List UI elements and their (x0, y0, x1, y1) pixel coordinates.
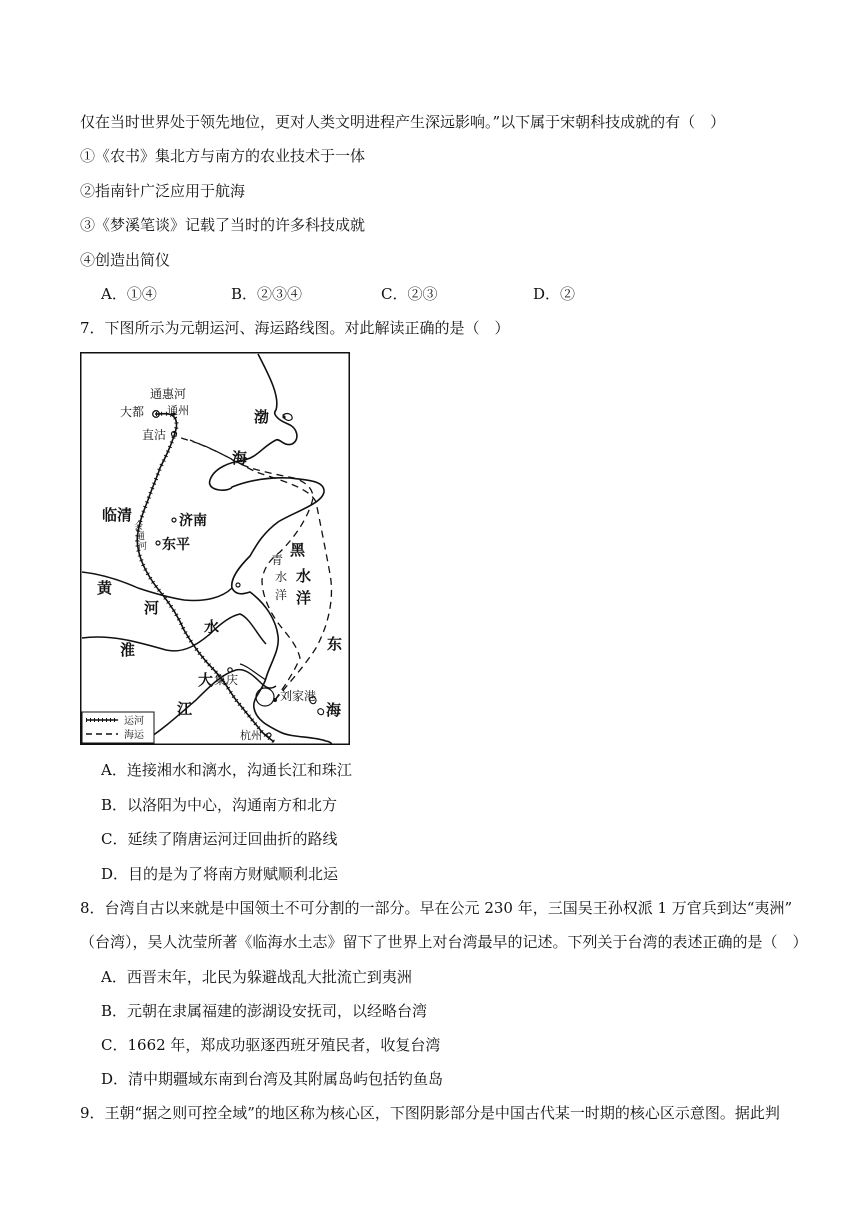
label-liujiagang: 刘家港 (280, 689, 317, 703)
label-jiang: 江 (177, 700, 193, 718)
q7-option-c[interactable]: C．延续了隋唐运河迂回曲折的路线 (101, 830, 338, 848)
q8-stem-line-2: （台湾），吴人沈莹所著《临海水土志》留下了世界上对台湾最早的记述。下列关于台湾的表述正确的是（ ） (80, 933, 808, 951)
label-hei-yang: 洋 (296, 589, 312, 607)
label-hangzhou: 杭州 (240, 729, 262, 742)
q6-item-1: ①《农书》集北方与南方的农业技术于一体 (80, 147, 366, 165)
yuan-canal-sea-route-map (80, 352, 350, 745)
label-jinan: 济南 (179, 513, 207, 529)
label-qing-shui: 水 (275, 570, 288, 584)
q8-option-a[interactable]: A．西晋末年，北民为躲避战乱大批流亡到夷洲 (101, 968, 412, 986)
label-jiqing: 集庆 (214, 673, 239, 687)
q7-option-d[interactable]: D．目的是为了将南方财赋顺利北运 (101, 865, 339, 883)
legend-canal-label: 运河 (124, 716, 144, 727)
label-hai-east: 海 (326, 701, 342, 719)
label-zhigu: 直沽 (142, 428, 167, 442)
q8-option-c[interactable]: C．1662 年，郑成功驱逐西班牙殖民者，收复台湾 (101, 1036, 441, 1054)
q7-option-b[interactable]: B．以洛阳为中心，沟通南方和北方 (101, 796, 338, 814)
q9-stem: 9．王朝“据之则可控全域”的地区称为核心区，下图阴影部分是中国古代某一时期的核心区示意图。据此判 (80, 1104, 780, 1122)
q8-option-d[interactable]: D．清中期疆域东南到台湾及其附属岛屿包括钓鱼岛 (101, 1070, 444, 1088)
label-qing: 青 (271, 553, 284, 567)
label-hai-bohai: 海 (232, 449, 248, 467)
label-he: 河 (144, 599, 160, 617)
q7-option-a[interactable]: A．连接湘水和漓水，沟通长江和珠江 (101, 761, 352, 779)
label-bo: 渤 (254, 408, 270, 426)
q6-option-b[interactable]: B．②③④ (231, 285, 303, 303)
label-dadu: 大都 (120, 405, 145, 419)
label-huang: 黄 (97, 579, 113, 597)
label-huitong-3: 河 (138, 542, 148, 552)
label-tongzhou: 通州 (167, 404, 189, 417)
label-tonghuihe: 通惠河 (150, 387, 187, 401)
label-huitong-2: 通 (136, 532, 146, 542)
liujiagang-marker (273, 698, 277, 702)
q8-option-b[interactable]: B．元朝在隶属福建的澎湖设安抚司，以经略台湾 (101, 1002, 428, 1020)
q8-stem-line-1: 8．台湾自古以来就是中国领土不可分割的一部分。早在公元 230 年，三国吴王孙权派 1 万官兵到达“夷洲” (80, 899, 793, 917)
label-dong: 东 (327, 635, 343, 653)
label-huai: 淮 (120, 641, 136, 659)
q6-option-a[interactable]: A．①④ (101, 285, 157, 303)
q6-item-3: ③《梦溪笔谈》记载了当时的许多科技成就 (80, 216, 366, 234)
label-huitong-1: 会 (134, 522, 144, 532)
label-linqing: 临清 (102, 506, 133, 524)
label-dongping: 东平 (162, 537, 190, 553)
label-da: 大 (198, 671, 214, 689)
q6-option-c[interactable]: C．②③ (381, 285, 438, 303)
q6-stem-tail: 仅在当时世界处于领先地位，更对人类文明进程产生深远影响。”以下属于宋朝科技成就的有（ ） (80, 113, 726, 131)
q6-item-2: ②指南针广泛应用于航海 (80, 182, 246, 200)
q7-stem: 7．下图所示为元朝运河、海运路线图。对此解读正确的是（ ） (80, 319, 510, 337)
label-qing-yang: 洋 (275, 588, 288, 602)
label-hei-shui: 水 (296, 567, 312, 585)
label-hei: 黑 (290, 541, 306, 559)
label-huai-shui: 水 (204, 618, 220, 636)
q6-option-d[interactable]: D．② (533, 285, 576, 303)
legend-sea-label: 海运 (124, 730, 144, 741)
q6-item-4: ④创造出简仪 (80, 251, 171, 269)
